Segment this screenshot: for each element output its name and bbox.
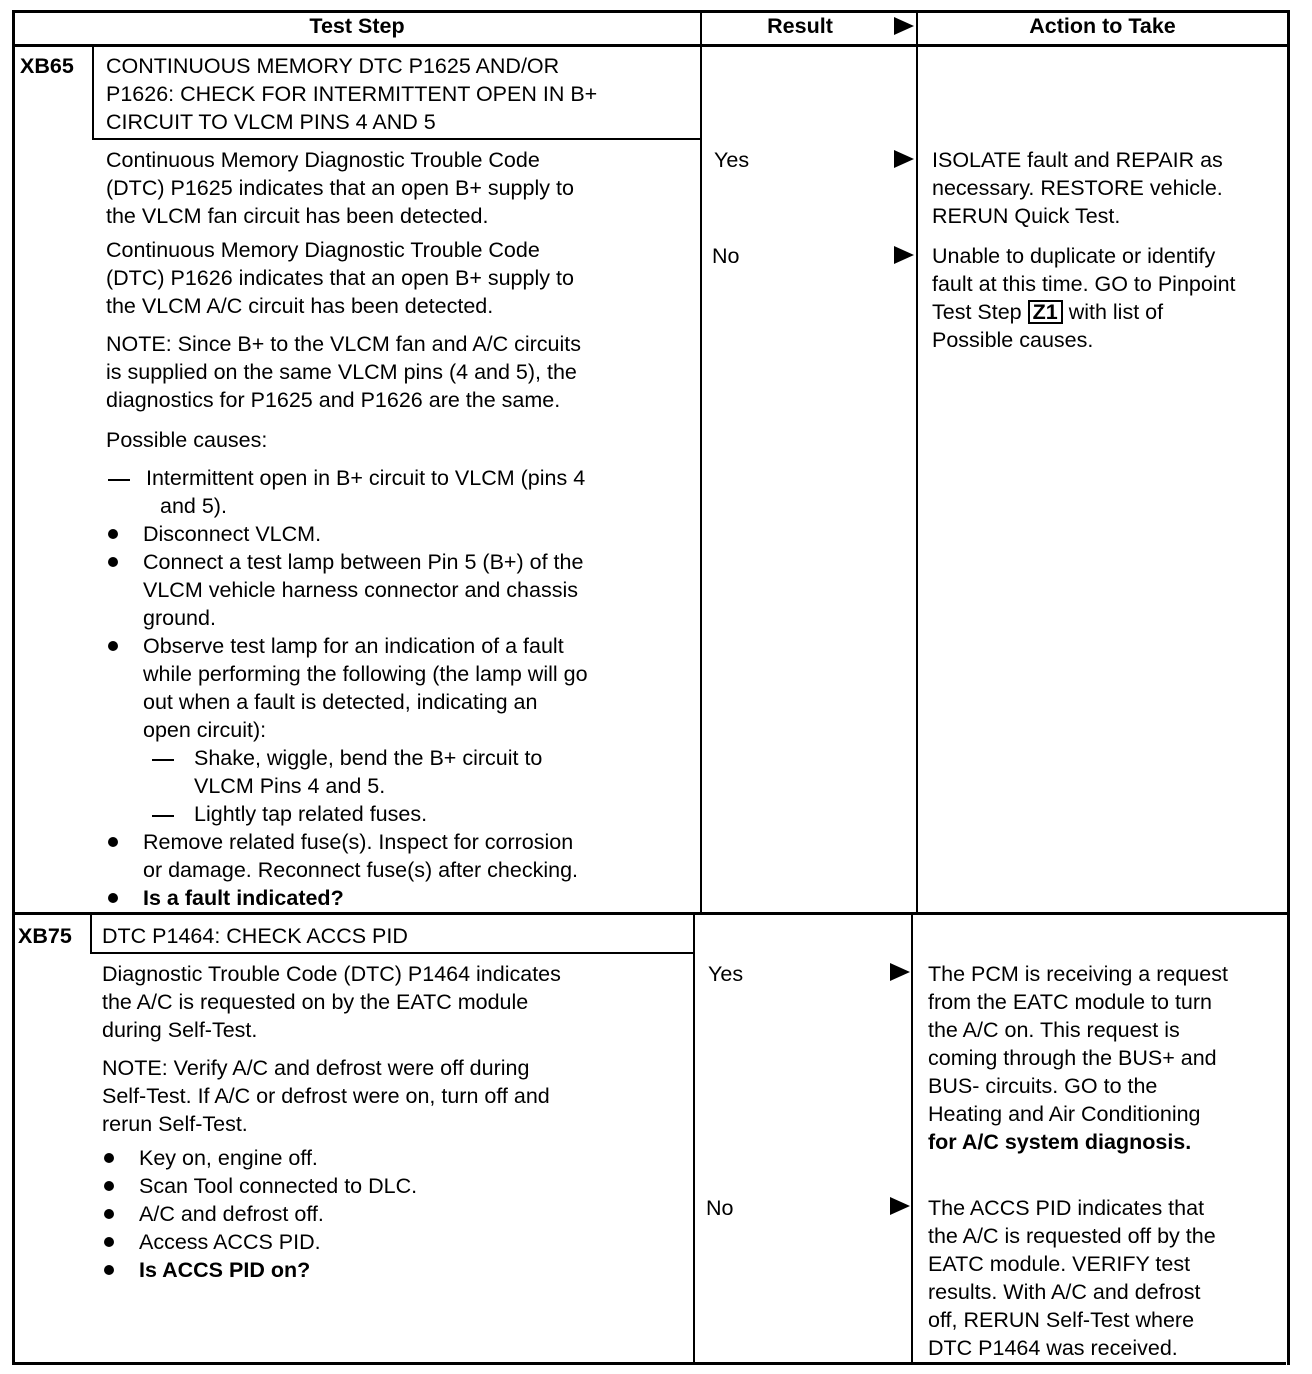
- xb65-note-line-3: diagnostics for P1625 and P1626 are the same.: [106, 388, 561, 412]
- xb65-note-line-1: NOTE: Since B+ to the VLCM fan and A/C circuits: [106, 332, 581, 356]
- col-divider-2-lower: [911, 912, 913, 1364]
- xb65-para1-line-3: the VLCM fan circuit has been detected.: [106, 204, 489, 228]
- xb75-step1: Key on, engine off.: [139, 1146, 318, 1170]
- section-divider: [12, 912, 1290, 915]
- xb65-title-line-3: CIRCUIT TO VLCM PINS 4 AND 5: [106, 110, 436, 134]
- xb65-step4-line-1: Remove related fuse(s). Inspect for corrosion: [143, 830, 574, 854]
- xb75-result-no: No: [706, 1196, 734, 1220]
- xb75-title: DTC P1464: CHECK ACCS PID: [102, 924, 408, 948]
- xb75-title-underline: [90, 952, 695, 954]
- bullet-icon: [108, 529, 118, 539]
- xb65-step3-line-1: Observe test lamp for an indication of a fault: [143, 634, 564, 658]
- xb75-result-yes: Yes: [708, 962, 744, 986]
- xb75-question: Is ACCS PID on?: [139, 1258, 311, 1282]
- xb65-para2-line-1: Continuous Memory Diagnostic Trouble Code: [106, 238, 540, 262]
- xb65-title-underline: [92, 138, 702, 140]
- xb75-step3: A/C and defrost off.: [139, 1202, 324, 1226]
- xb75-action-yes-line-7: for A/C system diagnosis.: [928, 1130, 1192, 1154]
- xb65-step3-line-2: while performing the following (the lamp will go: [143, 662, 588, 686]
- bullet-icon: [108, 557, 118, 567]
- xb75-action-no-line-2: the A/C is requested off by the: [928, 1224, 1216, 1248]
- dash-icon: [108, 479, 130, 481]
- table-border-bottom: [12, 1362, 1286, 1365]
- xb75-para1-line-3: during Self-Test.: [102, 1018, 258, 1042]
- xb75-action-no-line-1: The ACCS PID indicates that: [928, 1196, 1205, 1220]
- bullet-icon: [104, 1153, 114, 1163]
- header-test-step: Test Step: [309, 14, 405, 38]
- xb75-action-no-line-5: off, RERUN Self-Test where: [928, 1308, 1195, 1332]
- xb75-step2: Scan Tool connected to DLC.: [139, 1174, 418, 1198]
- xb75-action-no-line-4: results. With A/C and defrost: [928, 1280, 1201, 1304]
- xb65-title-line-1: CONTINUOUS MEMORY DTC P1625 AND/OR: [106, 54, 560, 78]
- xb65-action-yes-line-1: ISOLATE fault and REPAIR as: [932, 148, 1223, 172]
- bullet-icon: [108, 837, 118, 847]
- xb65-note-line-2: is supplied on the same VLCM pins (4 and 5), the: [106, 360, 577, 384]
- header-divider: [12, 44, 1290, 47]
- bullet-icon: [104, 1237, 114, 1247]
- col-divider-2-upper: [916, 10, 918, 914]
- xb65-action-no-line-4: Possible causes.: [932, 328, 1094, 352]
- xb65-action-no-line-1: Unable to duplicate or identify: [932, 244, 1216, 268]
- bullet-icon: [104, 1181, 114, 1191]
- table-border-right: [1287, 10, 1290, 1365]
- xb65-result-yes: Yes: [714, 148, 750, 172]
- xb65-para1-line-2: (DTC) P1625 indicates that an open B+ supply to: [106, 176, 574, 200]
- xb75-action-yes-line-5: BUS- circuits. GO to the: [928, 1074, 1158, 1098]
- xb65-sub1-line-2: VLCM Pins 4 and 5.: [194, 774, 386, 798]
- result-arrow-icon: [894, 246, 914, 264]
- xb65-para1-line-1: Continuous Memory Diagnostic Trouble Code: [106, 148, 540, 172]
- xb75-action-yes-line-6: Heating and Air Conditioning: [928, 1102, 1201, 1126]
- xb75-action-no-line-6: DTC P1464 was received.: [928, 1336, 1178, 1360]
- xb65-action-no-line-2: fault at this time. GO to Pinpoint: [932, 272, 1236, 296]
- xb65-result-no: No: [712, 244, 740, 268]
- xb65-para2-line-2: (DTC) P1626 indicates that an open B+ supply to: [106, 266, 574, 290]
- xb65-step2-line-1: Connect a test lamp between Pin 5 (B+) of the: [143, 550, 584, 574]
- xb65-question: Is a fault indicated?: [143, 886, 344, 910]
- xb75-note-line-3: rerun Self-Test.: [102, 1112, 248, 1136]
- xb75-action-no-line-3: EATC module. VERIFY test: [928, 1252, 1191, 1276]
- xb65-action-no-line-3b: with list of: [1068, 300, 1164, 324]
- xb75-para1-line-2: the A/C is requested on by the EATC module: [102, 990, 529, 1014]
- xb65-step3-line-3: out when a fault is detected, indicating an: [143, 690, 538, 714]
- xb65-id-divider: [92, 44, 94, 140]
- xb65-para2-line-3: the VLCM A/C circuit has been detected.: [106, 294, 494, 318]
- bullet-icon: [104, 1265, 114, 1275]
- col-divider-1-upper: [700, 10, 702, 914]
- col-divider-1-lower: [693, 912, 695, 1364]
- result-arrow-icon: [890, 963, 910, 981]
- header-action-to-take: Action to Take: [1029, 14, 1176, 38]
- xb75-id-divider: [90, 912, 92, 954]
- xb65-sub1-line-1: Shake, wiggle, bend the B+ circuit to: [194, 746, 543, 770]
- xb75-action-yes-line-2: from the EATC module to turn: [928, 990, 1212, 1014]
- dash-icon: [152, 759, 174, 761]
- xb65-action-no-line-3a: Test Step: [932, 300, 1022, 324]
- result-arrow-icon: [894, 150, 914, 168]
- xb75-note-line-2: Self-Test. If A/C or defrost were on, turn off and: [102, 1084, 550, 1108]
- xb65-step2-line-3: ground.: [143, 606, 216, 630]
- xb75-para1-line-1: Diagnostic Trouble Code (DTC) P1464 indicates: [102, 962, 561, 986]
- result-arrow-icon: [890, 1197, 910, 1215]
- bullet-icon: [108, 893, 118, 903]
- table-border-left: [12, 10, 15, 1365]
- xb65-step-id: XB65: [20, 54, 74, 78]
- xb65-step1: Disconnect VLCM.: [143, 522, 322, 546]
- bullet-icon: [104, 1209, 114, 1219]
- pinpoint-ref-z1: Z1: [1028, 300, 1063, 324]
- xb75-action-yes-line-1: The PCM is receiving a request: [928, 962, 1228, 986]
- xb75-step4: Access ACCS PID.: [139, 1230, 321, 1254]
- xb65-sub2: Lightly tap related fuses.: [194, 802, 428, 826]
- xb75-note-line-1: NOTE: Verify A/C and defrost were off during: [102, 1056, 530, 1080]
- xb75-step-id: XB75: [18, 924, 72, 948]
- xb65-step2-line-2: VLCM vehicle harness connector and chassis: [143, 578, 578, 602]
- xb65-causes-label: Possible causes:: [106, 428, 268, 452]
- bullet-icon: [108, 641, 118, 651]
- xb65-cause1-line-1: Intermittent open in B+ circuit to VLCM (pins 4: [146, 466, 586, 490]
- header-arrow-icon: [894, 17, 914, 35]
- xb65-step3-line-4: open circuit):: [143, 718, 267, 742]
- xb65-action-yes-line-3: RERUN Quick Test.: [932, 204, 1121, 228]
- xb65-action-no-line-3: [932, 298, 1163, 326]
- xb75-action-yes-line-3: the A/C on. This request is: [928, 1018, 1180, 1042]
- xb65-action-yes-line-2: necessary. RESTORE vehicle.: [932, 176, 1223, 200]
- xb75-action-yes-line-4: coming through the BUS+ and: [928, 1046, 1217, 1070]
- xb65-cause1-line-2: and 5).: [160, 494, 227, 518]
- dash-icon: [152, 815, 174, 817]
- xb65-step4-line-2: or damage. Reconnect fuse(s) after checking.: [143, 858, 578, 882]
- header-result: Result: [767, 14, 833, 38]
- xb65-title-line-2: P1626: CHECK FOR INTERMITTENT OPEN IN B+: [106, 82, 598, 106]
